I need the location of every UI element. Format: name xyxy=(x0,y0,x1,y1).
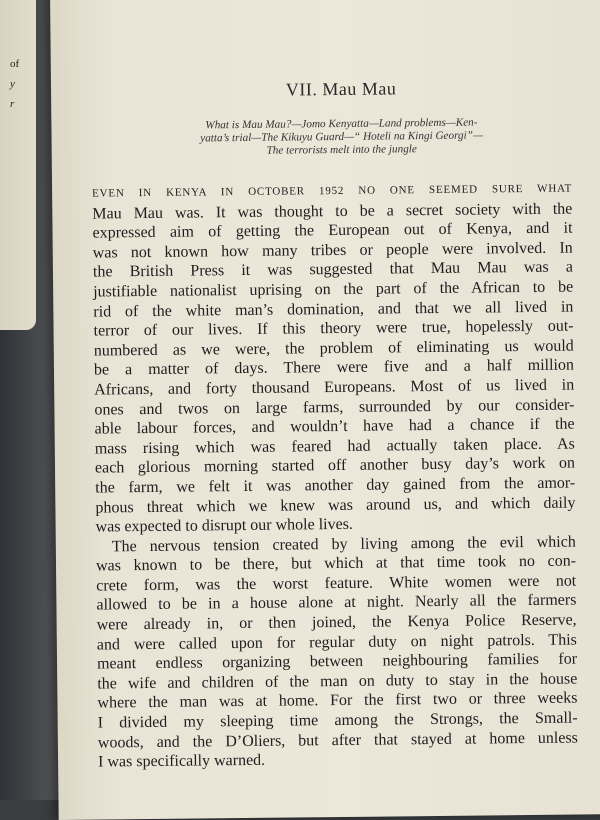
text-line: the farm, we felt it was another day gained from the amor- xyxy=(95,474,576,497)
synopsis-line: What is Mau Mau?—Jomo Kenyatta—Land problems—Ken- xyxy=(205,116,478,132)
text-line: was not known how many tribes or people were involved. In xyxy=(92,239,573,262)
text-line: rid of the white man’s domination, and that we all lived in xyxy=(93,298,574,321)
body-text xyxy=(92,180,578,773)
text-line: I divided my sleeping time among the Strongs, the Small- xyxy=(97,709,578,732)
text-line: I was specifically warned. xyxy=(98,752,266,771)
text-line: numbered as we were, the problem of eliminating us would xyxy=(93,337,574,360)
text-line: allowed to be in a house alone at night. Nearly all the farmers xyxy=(96,591,577,615)
text-line: Mau Mau was. It was thought to be a secret society with the xyxy=(92,200,573,223)
text-line: where the man was at home. For the first two or three weeks xyxy=(97,689,578,712)
text-line: woods, and the D’Oliers, but after that stayed at home unless xyxy=(97,729,578,752)
text-line: was known to be there, but which at that time took no con- xyxy=(95,552,577,575)
synopsis-line: The terrorists melt into the jungle xyxy=(266,143,417,157)
previous-page-fragment: y xyxy=(10,78,15,90)
text-line: ones and twos on large farms, surrounded by our consider- xyxy=(94,396,575,419)
text-line: were already in, or then joined, the Kenya Police Reserve, xyxy=(96,611,577,634)
text-line: expressed aim of getting the European out of Kenya, and it xyxy=(92,219,573,242)
chapter-title: VII. Mau Mau xyxy=(285,78,397,100)
text-line: The nervous tension created by living among the evil which xyxy=(111,533,576,556)
text-line: mass rising which was feared had actually taken place. As xyxy=(94,435,575,458)
text-line: was expected to disrupt our whole lives. xyxy=(95,515,353,536)
text-line: Africans, and forty thousand Europeans. Most of us lived in xyxy=(94,376,575,399)
text-line: meant endless organizing between neighbouring families for xyxy=(96,650,578,673)
chapter-synopsis xyxy=(71,115,600,160)
text-line: able labour forces, and wouldn’t have had a chance if the xyxy=(94,415,575,438)
previous-page-fragment: r xyxy=(10,98,15,110)
text-line: phous threat which we knew was around us, and which daily xyxy=(95,494,576,517)
text-line: the wife and children of the man on duty to stay in the house xyxy=(97,670,578,693)
text-line: crete form, was the worst feature. White women were not xyxy=(96,572,577,595)
text-line: terror of our lives. If this theory were true, hopelessly out- xyxy=(93,317,574,340)
previous-page-fragment: of xyxy=(10,58,20,70)
text-line: be a matter of days. There were five and a half million xyxy=(93,356,575,379)
book-page xyxy=(50,0,600,820)
text-line: and were called upon for regular duty on night patrols. This xyxy=(96,631,577,654)
text-line: the British Press it was suggested that Mau Mau was a xyxy=(92,258,574,281)
previous-page-edge xyxy=(0,0,36,330)
synopsis-line: yatta’s trial—The Kikuyu Guard—“ Hoteli na Kingi Georgi”— xyxy=(200,129,483,145)
text-line: EVEN IN KENYA IN OCTOBER 1952 NO ONE SEEMED SURE WHAT xyxy=(92,182,573,200)
text-line: justifiable nationalist uprising on the part of the African to be xyxy=(93,278,574,301)
text-line: each glorious morning started off another busy day’s work on xyxy=(94,454,576,477)
